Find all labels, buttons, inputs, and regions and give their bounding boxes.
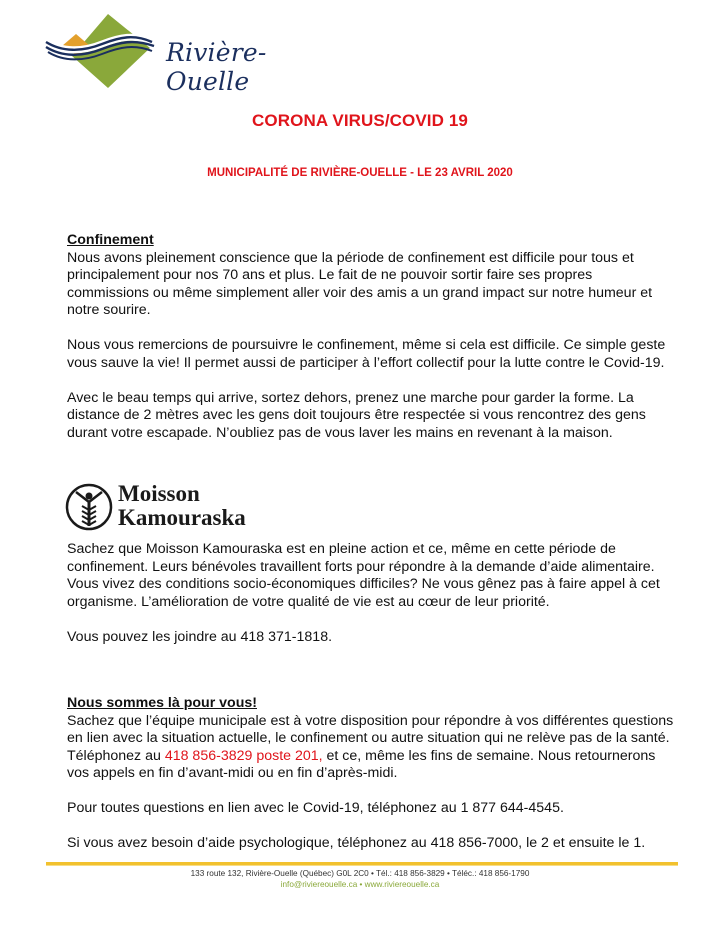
- wheat-emblem-icon: [64, 480, 116, 534]
- paragraph: Nous vous remercions de poursuivre le confinement, même si cela est difficile. Ce simple geste vous sauve la vie! Il permet aussi de participer à l’effort collectif pour la lutte contre le Covid-19.: [67, 337, 666, 371]
- section-moisson: [67, 541, 677, 646]
- moisson-kamouraska-logo: [64, 480, 294, 534]
- paragraph: Pour toutes questions en lien avec le Covid-19, téléphonez au 1 877 644-4545.: [67, 800, 564, 816]
- municipal-phone: 418 856-3829 poste 201,: [164, 747, 323, 764]
- section-support: [67, 695, 677, 853]
- page-title: CORONA VIRUS/COVID 19: [252, 111, 468, 130]
- footer-contact: info@riviereouelle.ca • www.riviereouelle.ca: [280, 880, 440, 889]
- paragraph: Sachez que l’équipe municipale est à votre disposition pour répondre à vos différentes questions en lien avec la situation actuelle, le confinement ou autre situation qui ne relève pas de la santé. Téléphonez au 418 856-3829 poste 201, et ce, même les fins de semaine. Nous retournerons vos appels en fin d’avant-midi ou en fin d’après-midi.: [67, 712, 674, 781]
- section-confinement: [67, 232, 677, 442]
- footer-divider: [46, 862, 678, 866]
- paragraph: Si vous avez besoin d’aide psychologique, téléphonez au 418 856-7000, le 2 et ensuite le 1.: [67, 835, 646, 851]
- footer-address: 133 route 132, Rivière-Ouelle (Québec) G0L 2C0 • Tél.: 418 856-3829 • Téléc.: 418 856-1790: [190, 869, 530, 878]
- logo-emblem-icon: [42, 12, 162, 92]
- moisson-logo-text: Moisson Kamouraska: [118, 481, 246, 530]
- municipality-logo: [42, 12, 322, 96]
- logo-text: Rivière-Ouelle: [166, 38, 267, 96]
- section-heading: Nous sommes là pour vous!: [67, 695, 257, 711]
- page-subtitle: MUNICIPALITÉ DE RIVIÈRE-OUELLE - LE 23 AVRIL 2020: [207, 167, 513, 179]
- section-heading: Confinement: [67, 232, 154, 248]
- paragraph: Sachez que Moisson Kamouraska est en pleine action et ce, même en cette période de confinement. Leurs bénévoles travaillent forts pour répondre à la demande d’aide alimentaire. Vous vivez des conditions socio-économiques difficiles? Ne vous gênez pas à faire appel à cet organisme. L’amélioration de votre qualité de vie est au cœur de leur priorité.: [67, 541, 660, 610]
- paragraph: Nous avons pleinement conscience que la période de confinement est difficile pour tous et principalement pour nos 70 ans et plus. Le fait de ne pouvoir sortir faire ses propres commissions ou même simplement aller voir des amis a un grand impact sur notre humeur et notre sourire.: [67, 249, 653, 318]
- paragraph: Avec le beau temps qui arrive, sortez dehors, prenez une marche pour garder la forme. La distance de 2 mètres avec les gens doit toujours être respectée si vous rencontrez des gens durant votre escapade. N’oubliez pas de vous laver les mains en revenant à la maison.: [67, 389, 646, 441]
- phone-paragraph: Vous pouvez les joindre au 418 371-1818.: [67, 628, 333, 645]
